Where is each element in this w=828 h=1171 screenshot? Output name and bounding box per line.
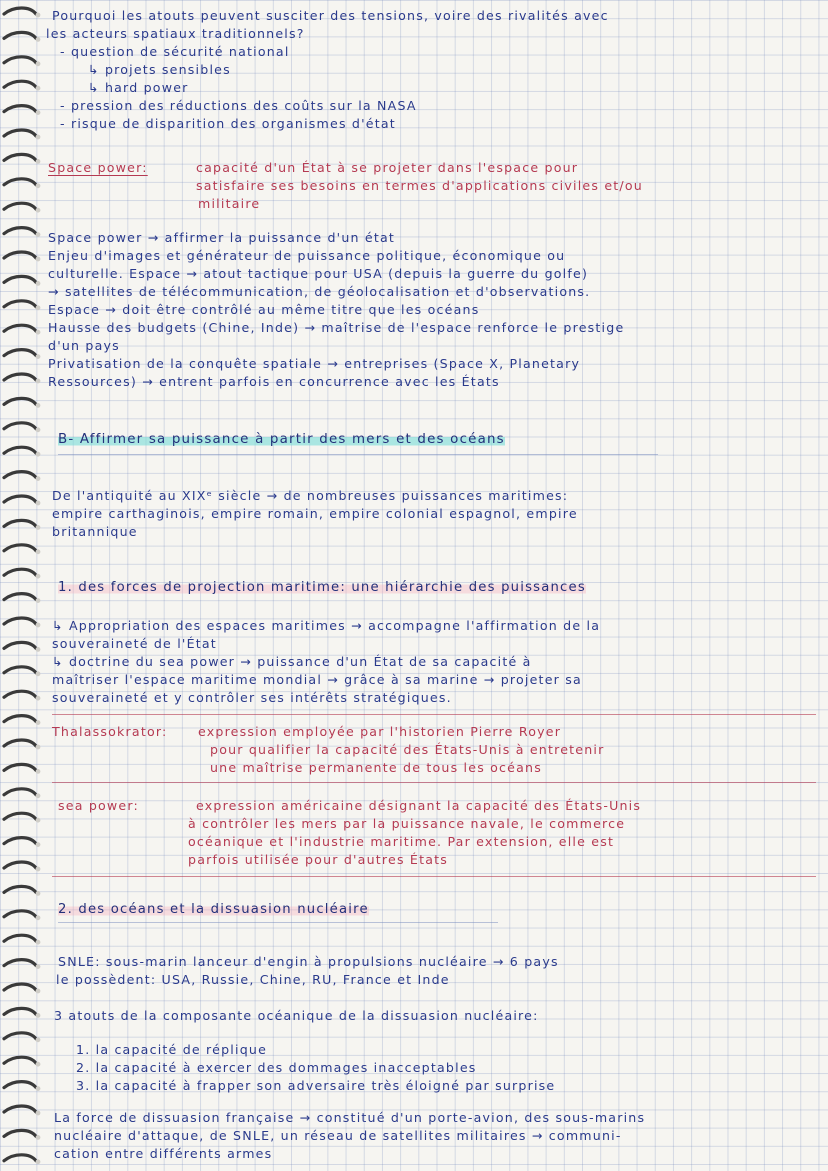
spiral-ring: [4, 301, 36, 307]
space-power-definition: satisfaire ses besoins en termes d'applications civiles et/ou: [196, 178, 643, 193]
thalasso-box-bottom: [52, 782, 816, 783]
subsection-2-underline: [58, 922, 498, 923]
space-note: Privatisation de la conquête spatiale → entreprises (Space X, Planetary: [48, 356, 581, 371]
seapower-definition: océanique et l'industrie maritime. Par extension, elle est: [188, 834, 615, 849]
notebook-spiral-binding: [0, 0, 46, 1171]
spiral-hole: [36, 940, 41, 945]
spiral-ring: [4, 1033, 36, 1039]
spiral-hole: [36, 61, 41, 66]
spiral-ring: [4, 813, 36, 819]
intro-question-line-1: Pourquoi les atouts peuvent susciter des tensions, voire des rivalités avec: [52, 8, 609, 23]
closing-line: nucléaire d'attaque, de SNLE, un réseau de satellites militaires → communi-: [54, 1128, 622, 1143]
spiral-hole: [36, 549, 41, 554]
space-note: culturelle. Espace → atout tactique pour USA (depuis la guerre du golfe): [48, 266, 589, 281]
spiral-hole: [36, 1013, 41, 1018]
spiral-hole: [36, 1086, 41, 1091]
spiral-hole: [36, 330, 41, 335]
spiral-ring: [4, 252, 36, 258]
spiral-ring: [4, 496, 36, 502]
spiral-hole: [36, 793, 41, 798]
space-note: d'un pays: [48, 338, 120, 353]
seapower-definition: à contrôler les mers par la puissance navale, le commerce: [188, 816, 626, 831]
spiral-hole: [36, 989, 41, 994]
spiral-ring: [4, 716, 36, 722]
spiral-ring: [4, 179, 36, 185]
atout-item: 3. la capacité à frapper son adversaire très éloigné par surprise: [76, 1078, 556, 1093]
spiral-ring: [4, 911, 36, 917]
intro-question-line-2: les acteurs spatiaux traditionnels?: [46, 26, 305, 41]
spiral-ring: [4, 667, 36, 673]
spiral-hole: [36, 305, 41, 310]
spiral-hole: [36, 623, 41, 628]
spiral-hole: [36, 745, 41, 750]
subsection-1-title-text: 1. des forces de projection maritime: une hiérarchie des puissances: [58, 580, 586, 595]
spiral-ring: [4, 935, 36, 941]
spiral-ring: [4, 325, 36, 331]
seapower-definition: parfois utilisée pour d'autres États: [188, 852, 449, 867]
subsection-1-line: souveraineté et y contrôler ses intérêts stratégiques.: [52, 690, 452, 705]
spiral-ring: [4, 472, 36, 478]
spiral-ring: [4, 423, 36, 429]
spiral-ring: [4, 154, 36, 160]
spiral-ring: [4, 740, 36, 746]
spiral-ring: [4, 789, 36, 795]
spiral-ring: [4, 618, 36, 624]
snle-line: le possèdent: USA, Russie, Chine, RU, France et Inde: [56, 972, 450, 987]
spiral-ring: [4, 569, 36, 575]
spiral-ring: [4, 81, 36, 87]
spiral-hole: [36, 696, 41, 701]
spiral-ring: [4, 1130, 36, 1136]
spiral-hole: [36, 598, 41, 603]
section-b-title: [58, 432, 505, 448]
atout-item: 1. la capacité de réplique: [76, 1042, 268, 1057]
spiral-ring: [4, 594, 36, 600]
subsection-1-line: souveraineté de l'État: [52, 636, 217, 651]
space-note: Space power → affirmer la puissance d'un état: [48, 230, 396, 245]
subsection-1-title: [58, 580, 586, 596]
space-note: Enjeu d'images et générateur de puissance politique, économique ou: [48, 248, 566, 263]
space-note: Ressources) → entrent parfois en concurrence avec les États: [48, 374, 500, 389]
spiral-hole: [36, 13, 41, 18]
antiquity-line: britannique: [52, 524, 138, 539]
spiral-hole: [36, 671, 41, 676]
spiral-ring: [4, 764, 36, 770]
spiral-hole: [36, 1062, 41, 1067]
closing-line: La force de dissuasion française → constitué d'un porte-avion, des sous-marins: [54, 1110, 646, 1125]
spiral-hole: [36, 525, 41, 530]
spiral-hole: [36, 208, 41, 213]
spiral-hole: [36, 964, 41, 969]
spiral-hole: [36, 37, 41, 42]
space-note: → satellites de télécommunication, de géolocalisation et d'observations.: [48, 284, 591, 299]
atouts-lead: 3 atouts de la composante océanique de la dissuasion nucléaire:: [54, 1008, 539, 1023]
spiral-ring: [4, 203, 36, 209]
thalasso-definition: expression employée par l'historien Pierre Royer: [198, 724, 562, 739]
thalasso-term: Thalassokrator:: [52, 724, 168, 739]
spiral-hole: [36, 867, 41, 872]
thalasso-definition: pour qualifier la capacité des États-Unis à entretenir: [210, 742, 605, 757]
spiral-ring: [4, 691, 36, 697]
spiral-ring: [4, 350, 36, 356]
spiral-ring: [4, 545, 36, 551]
subsection-1-line: ↳ doctrine du sea power → puissance d'un État de sa capacité à: [52, 654, 532, 669]
spiral-ring: [4, 1106, 36, 1112]
spiral-hole: [36, 403, 41, 408]
spiral-ring: [4, 862, 36, 868]
antiquity-line: De l'antiquité au XIXᵉ siècle → de nombreuses puissances maritimes:: [52, 488, 569, 503]
spiral-hole: [36, 891, 41, 896]
space-note: Hausse des budgets (Chine, Inde) → maîtrise de l'espace renforce le prestige: [48, 320, 625, 335]
spiral-hole: [36, 476, 41, 481]
seapower-term: sea power:: [58, 798, 139, 813]
spiral-ring: [4, 130, 36, 136]
section-b-underline: [58, 454, 658, 455]
spiral-hole: [36, 159, 41, 164]
space-note: Espace → doit être contrôlé au même titre que les océans: [48, 302, 480, 317]
subsection-1-line: maîtriser l'espace maritime mondial → grâce à sa marine → projeter sa: [52, 672, 582, 687]
spiral-hole: [36, 574, 41, 579]
spiral-hole: [36, 257, 41, 262]
thalasso-definition: une maîtrise permanente de tous les océans: [210, 760, 542, 775]
spiral-ring: [4, 886, 36, 892]
spiral-ring: [4, 960, 36, 966]
spiral-hole: [36, 110, 41, 115]
spiral-hole: [36, 1135, 41, 1140]
spiral-hole: [36, 183, 41, 188]
spiral-hole: [36, 135, 41, 140]
spiral-ring: [4, 1057, 36, 1063]
seapower-box-bottom: [52, 876, 816, 877]
intro-bullet: - question de sécurité national: [60, 44, 290, 59]
spiral-hole: [36, 769, 41, 774]
spiral-ring: [4, 57, 36, 63]
space-power-definition: capacité d'un État à se projeter dans l'espace pour: [196, 160, 579, 175]
spiral-ring: [4, 374, 36, 380]
spiral-hole: [36, 720, 41, 725]
spiral-hole: [36, 501, 41, 506]
snle-line: SNLE: sous-marin lanceur d'engin à propulsions nucléaire → 6 pays: [58, 954, 559, 969]
spiral-ring: [4, 276, 36, 282]
spiral-ring: [4, 1008, 36, 1014]
spiral-hole: [36, 379, 41, 384]
spiral-hole: [36, 427, 41, 432]
spiral-hole: [36, 842, 41, 847]
space-power-definition: militaire: [198, 196, 261, 211]
intro-bullet: - pression des réductions des coûts sur la NASA: [60, 98, 417, 113]
space-power-term: Space power:: [48, 160, 148, 175]
spiral-ring: [4, 520, 36, 526]
spiral-ring: [4, 1082, 36, 1088]
spiral-ring: [4, 984, 36, 990]
atout-item: 2. la capacité à exercer des dommages inacceptables: [76, 1060, 477, 1075]
spiral-hole: [36, 452, 41, 457]
spiral-ring: [4, 32, 36, 38]
spiral-ring: [4, 228, 36, 234]
spiral-ring: [4, 447, 36, 453]
spiral-ring: [4, 8, 36, 14]
spiral-hole: [36, 232, 41, 237]
spiral-hole: [36, 281, 41, 286]
spiral-hole: [36, 86, 41, 91]
spiral-hole: [36, 915, 41, 920]
seapower-definition: expression américaine désignant la capacité des États-Unis: [196, 798, 642, 813]
subsection-1-line: ↳ Appropriation des espaces maritimes → accompagne l'affirmation de la: [52, 618, 601, 633]
subsection-2-title-text: 2. des océans et la dissuasion nucléaire: [58, 902, 369, 917]
subsection-2-title: [58, 902, 369, 918]
spiral-ring: [4, 838, 36, 844]
spiral-hole: [36, 354, 41, 359]
spiral-ring: [4, 106, 36, 112]
thalasso-box-top: [52, 714, 816, 715]
spiral-ring: [4, 1155, 36, 1161]
closing-line: cation entre différents armes: [54, 1146, 273, 1161]
intro-bullet: ↳ hard power: [88, 80, 189, 95]
spiral-hole: [36, 647, 41, 652]
spiral-ring: [4, 642, 36, 648]
intro-bullet: - risque de disparition des organismes d'état: [60, 116, 396, 131]
section-b-title-text: B- Affirmer sa puissance à partir des mers et des océans: [58, 432, 505, 447]
spiral-hole: [36, 1159, 41, 1164]
spiral-hole: [36, 1111, 41, 1116]
antiquity-line: empire carthaginois, empire romain, empire colonial espagnol, empire: [52, 506, 578, 521]
intro-bullet: ↳ projets sensibles: [88, 62, 231, 77]
spiral-hole: [36, 1037, 41, 1042]
spiral-ring: [4, 398, 36, 404]
spiral-hole: [36, 818, 41, 823]
